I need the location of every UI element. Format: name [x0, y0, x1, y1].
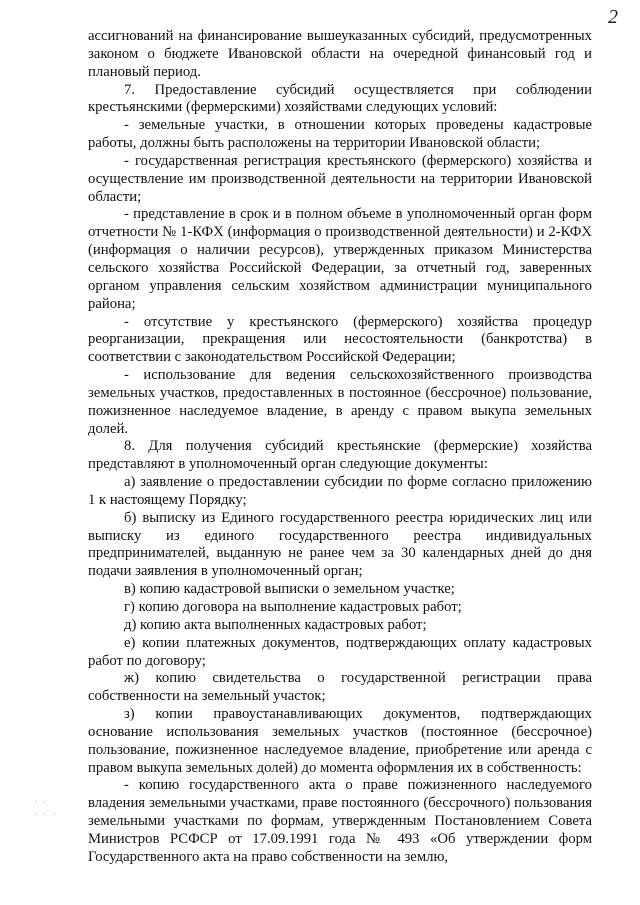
- page-number: 2: [608, 6, 618, 28]
- document-item-g: г) копию договора на выполнение кадастровых работ;: [124, 599, 462, 615]
- paragraph-clause-7: 7. Предоставление субсидий осуществляется при соблюдении крестьянскими (фермерскими) хозяйствами следующих условий:: [88, 81, 592, 116]
- paragraph-clause-8: 8. Для получения субсидий крестьянские (фермерские) хозяйства представляют в уполномоченный орган следующие документы:: [88, 438, 592, 473]
- condition-no-bankruptcy: - отсутствие у крестьянского (фермерского) хозяйства процедур реорганизации, прекращения или несостоятельности (банкротства) в соответствии с законодательством Российской Федерации;: [88, 313, 592, 366]
- document-item-state-act: - копию государственного акта о праве пожизненного наследуемого владения земельными участками, праве постоянного (бессрочного) пользования земельными участками по формам, утвержденным Постановлением Совета Министров РСФСР от 17.09.1991 года № 493 «Об утверждении форм Государственного акта на право собственности на землю,: [88, 777, 592, 865]
- document-body: [88, 28, 592, 867]
- scan-margin-marks: · · · · ·: [34, 797, 58, 819]
- document-item-b: б) выписку из Единого государственного реестра юридических лиц или выписку из единого государственного реестра индивидуальных предпринимателей, выданную не ранее чем за 30 календарных дней до дня подачи заявления в уполномоченный орган;: [88, 509, 592, 580]
- document-item-zh: ж) копию свидетельства о государственной регистрации права собственности на земельный участок;: [88, 670, 592, 705]
- document-item-z: з) копии правоустанавливающих документов, подтверждающих основание использования земельных участков (постоянное (бессрочное) пользование, пожизненное наследуемое владение, приобретение или аренда с правом выкупа земельных долей) до момента оформления их в собственность:: [88, 706, 592, 776]
- condition-reporting: - представление в срок и в полном объеме в уполномоченный орган форм отчетности № 1-КФХ (информация о производственной деятельности) и 2-КФХ (информация о наличии ресурсов), утвержденных приказом Министерства сельского хозяйства Российской Федерации, за отчетный год, заверенных органом управления сельским хозяйством администрации муниципального района;: [88, 206, 592, 312]
- condition-land-use: - использование для ведения сельскохозяйственного производства земельных участков, предоставленных в постоянное (бессрочное) пользование, пожизненное наследуемое владение, в аренду с правом выкупа земельных долей.: [88, 367, 592, 437]
- document-item-d: д) копию акта выполненных кадастровых работ;: [124, 616, 427, 633]
- condition-land-plots: - земельные участки, в отношении которых проведены кадастровые работы, должны быть расположены на территории Ивановской области;: [88, 117, 592, 152]
- document-item-a: а) заявление о предоставлении субсидии по форме согласно приложению 1 к настоящему Порядку;: [88, 474, 592, 508]
- document-item-v: в) копию кадастровой выписки о земельном участке;: [124, 581, 455, 598]
- document-item-e: е) копии платежных документов, подтверждающих оплату кадастровых работ по договору;: [88, 634, 592, 669]
- condition-registration: - государственная регистрация крестьянского (фермерского) хозяйства и осуществление им производственной деятельности на территории Ивановской области;: [88, 152, 592, 205]
- paragraph-continuation: ассигнований на финансирование вышеуказанных субсидий, предусмотренных законом о бюджете Ивановской области на очередной финансовый год и плановый период.: [88, 28, 592, 80]
